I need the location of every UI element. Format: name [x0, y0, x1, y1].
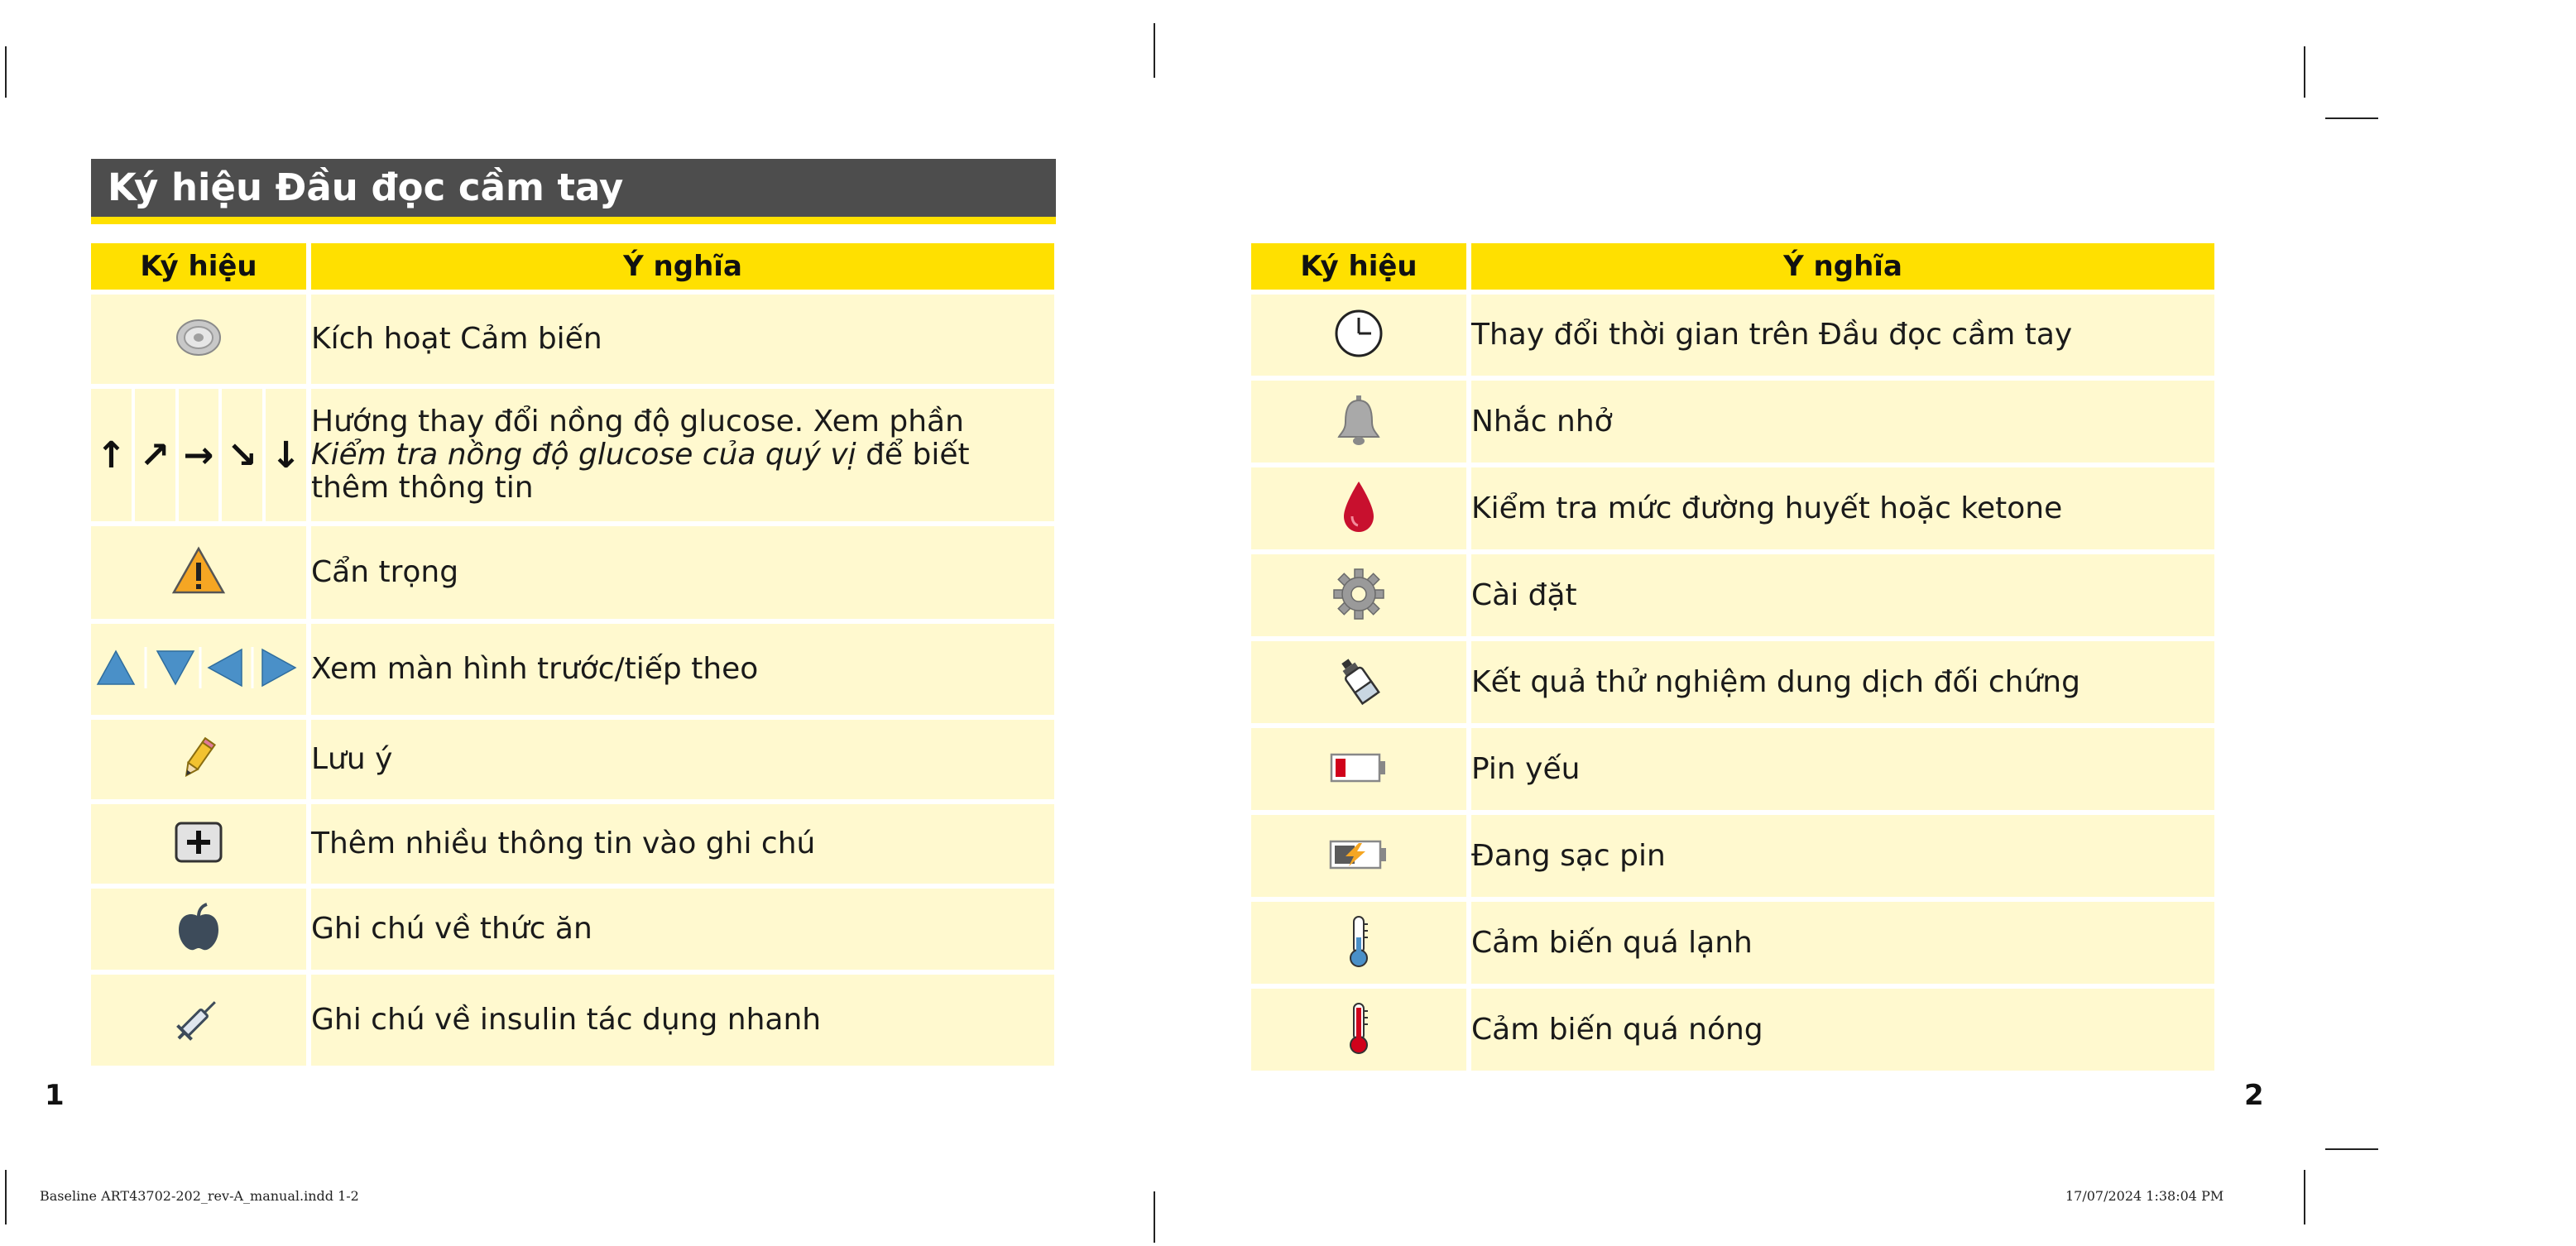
apple-icon	[175, 941, 222, 956]
thermometer-cold-icon	[1342, 956, 1375, 972]
meaning-text: Cài đặt	[1471, 554, 2214, 636]
symbols-table-left	[86, 238, 1059, 1071]
charging-battery-icon	[1329, 859, 1389, 875]
caution-icon	[171, 583, 226, 599]
table-row	[1251, 902, 2214, 984]
slug-timestamp: 17/07/2024 1:38:04 PM	[2065, 1188, 2224, 1204]
meaning-text: Nhắc nhở	[1471, 381, 2214, 462]
table-row	[1251, 295, 2214, 376]
crop-mark	[2325, 1148, 2378, 1150]
control-solution-bottle-icon	[1336, 694, 1382, 710]
meaning-text: Kiểm tra mức đường huyết hoặc ketone	[1471, 467, 2214, 549]
crop-mark	[1154, 1191, 1155, 1243]
thermometer-hot-icon	[1342, 1043, 1375, 1059]
arrow-up-right-icon: ↗	[135, 389, 179, 521]
syringe-icon	[174, 1031, 223, 1047]
crop-mark	[2325, 117, 2378, 119]
meaning-text: Pin yếu	[1471, 728, 2214, 810]
table-row	[91, 295, 1054, 384]
crop-mark	[2304, 46, 2305, 98]
table-row	[91, 389, 1054, 521]
meaning-text: Hướng thay đổi nồng độ glucose. Xem phần Kiểm tra nồng độ glucose của quý vị để biết thêm thông tin	[311, 389, 1054, 521]
table-row	[91, 526, 1054, 619]
page-title: Ký hiệu Đầu đọc cầm tay	[91, 159, 1056, 217]
meaning-text: Lưu ý	[311, 720, 1054, 799]
table-row	[1251, 989, 2214, 1071]
arrow-down-right-icon: ↘	[222, 389, 266, 521]
table-row	[91, 804, 1054, 884]
meaning-text: Ghi chú về thức ăn	[311, 889, 1054, 970]
arrow-up-icon: ↑	[91, 389, 135, 521]
slug-filename: Baseline ART43702-202_rev-A_manual.indd 1-2	[40, 1188, 359, 1204]
column-header-symbol: Ký hiệu	[1251, 243, 1466, 290]
crop-mark	[1154, 23, 1155, 78]
table-row	[1251, 641, 2214, 723]
blood-drop-icon	[1341, 522, 1377, 538]
column-header-symbol: Ký hiệu	[91, 243, 306, 290]
page-number-right: 2	[2244, 1079, 2264, 1112]
arrow-down-icon: ↓	[271, 434, 302, 477]
table-row	[1251, 815, 2214, 897]
meaning-text: Cảm biến quá nóng	[1471, 989, 2214, 1071]
symbols-table-right	[1246, 238, 2219, 1076]
meaning-text: Thay đổi thời gian trên Đầu đọc cầm tay	[1471, 295, 2214, 376]
table-row	[91, 889, 1054, 970]
meaning-text: Đang sạc pin	[1471, 815, 2214, 897]
bell-icon	[1334, 434, 1384, 450]
meaning-text: Cảm biến quá lạnh	[1471, 902, 2214, 984]
gear-icon	[1332, 608, 1385, 624]
arrow-right-icon: →	[179, 389, 223, 521]
meaning-text: Kích hoạt Cảm biến	[311, 295, 1054, 384]
crop-mark	[2304, 1170, 2305, 1224]
crop-mark	[5, 1170, 7, 1224]
meaning-text: Xem màn hình trước/tiếp theo	[311, 624, 1054, 715]
trend-arrows-icon	[91, 389, 306, 521]
table-row	[1251, 728, 2214, 810]
navigation-triangles-icon	[91, 624, 306, 715]
table-row	[1251, 381, 2214, 462]
sensor-icon	[174, 346, 223, 362]
column-header-meaning: Ý nghĩa	[1471, 243, 2214, 290]
title-underline	[91, 217, 1056, 224]
low-battery-icon	[1330, 772, 1388, 788]
table-row	[1251, 467, 2214, 549]
crop-mark	[5, 46, 7, 98]
table-row	[91, 720, 1054, 799]
meaning-text: Cẩn trọng	[311, 526, 1054, 619]
pencil-icon	[178, 769, 219, 784]
table-row	[1251, 554, 2214, 636]
page-number-left: 1	[45, 1079, 65, 1112]
meaning-text: Kết quả thử nghiệm dung dịch đối chứng	[1471, 641, 2214, 723]
clock-icon	[1333, 347, 1384, 362]
meaning-text: Ghi chú về insulin tác dụng nhanh	[311, 975, 1054, 1066]
column-header-meaning: Ý nghĩa	[311, 243, 1054, 290]
table-row	[91, 975, 1054, 1066]
plus-box-icon	[174, 851, 223, 867]
table-row	[91, 624, 1054, 715]
meaning-text: Thêm nhiều thông tin vào ghi chú	[311, 804, 1054, 884]
